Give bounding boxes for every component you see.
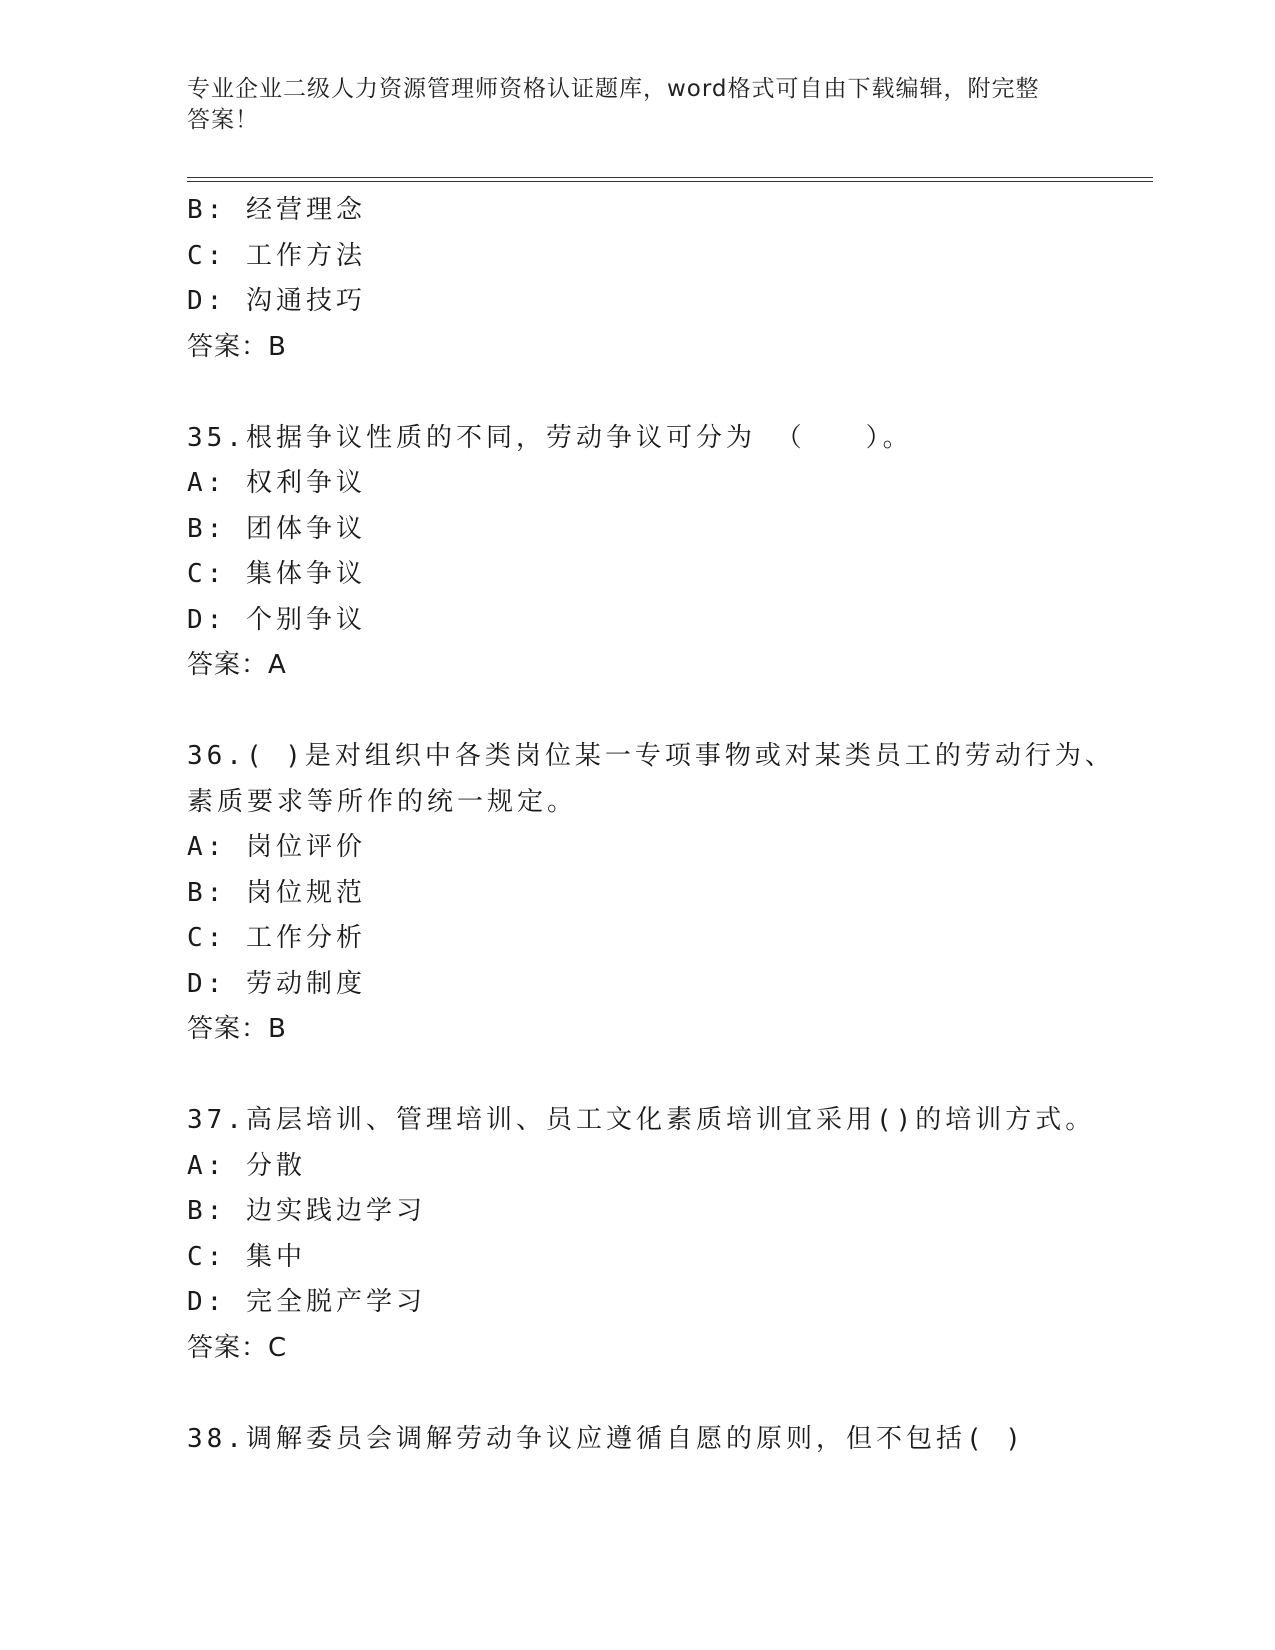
page-header (187, 74, 1067, 136)
header-divider (187, 177, 1153, 182)
option-b: B: 经营理念 (187, 195, 366, 225)
question-list (187, 188, 1153, 1462)
answer-line: 答案：B (187, 331, 287, 362)
option-a: A: 分散 (187, 1150, 306, 1181)
option-b: B: 边实践边学习 (187, 1196, 426, 1226)
question-text: 38.调解委员会调解劳动争议应遵循自愿的原则，但不包括( ) (187, 1423, 1025, 1454)
header-line-1: 专业企业二级人力资源管理师资格认证题库，word格式可自由下载编辑，附完整 (187, 76, 1040, 102)
option-d: D: 完全脱产学习 (187, 1287, 426, 1317)
answer-line: 答案：C (187, 1332, 288, 1363)
option-c: C: 工作方法 (187, 240, 366, 271)
option-b: B: 团体争议 (187, 513, 366, 544)
question-text-continued: 素质要求等所作的统一规定。 (187, 786, 578, 817)
option-c: C: 工作分析 (187, 923, 366, 953)
option-c: C: 集体争议 (187, 559, 366, 589)
question-block-37 (187, 1098, 1153, 1371)
answer-line: 答案：A (187, 650, 287, 680)
question-block-36 (187, 734, 1153, 1053)
question-gap (187, 689, 1153, 735)
question-text: 37.高层培训、管理培训、员工文化素质培训宜采用()的培训方式。 (187, 1105, 1096, 1135)
answer-line: 答案：B (187, 1014, 287, 1044)
question-gap (187, 370, 1153, 416)
option-a: A: 权利争议 (187, 468, 366, 498)
question-block-35 (187, 416, 1153, 689)
option-c: C: 集中 (187, 1241, 306, 1272)
header-line-2: 答案！ (187, 107, 259, 133)
option-b: B: 岗位规范 (187, 877, 366, 908)
question-text: 36.( )是对组织中各类岗位某一专项事物或对某类员工的劳动行为、 (187, 741, 1115, 771)
question-text: 35.根据争议性质的不同，劳动争议可分为 （ ）。 (187, 422, 913, 453)
option-d: D: 个别争议 (187, 604, 366, 635)
question-block-34 (187, 188, 1153, 370)
question-gap (187, 1371, 1153, 1417)
question-block-38 (187, 1417, 1153, 1463)
option-d: D: 劳动制度 (187, 968, 366, 999)
question-gap (187, 1053, 1153, 1099)
option-a: A: 岗位评价 (187, 832, 366, 862)
option-d: D: 沟通技巧 (187, 286, 366, 316)
